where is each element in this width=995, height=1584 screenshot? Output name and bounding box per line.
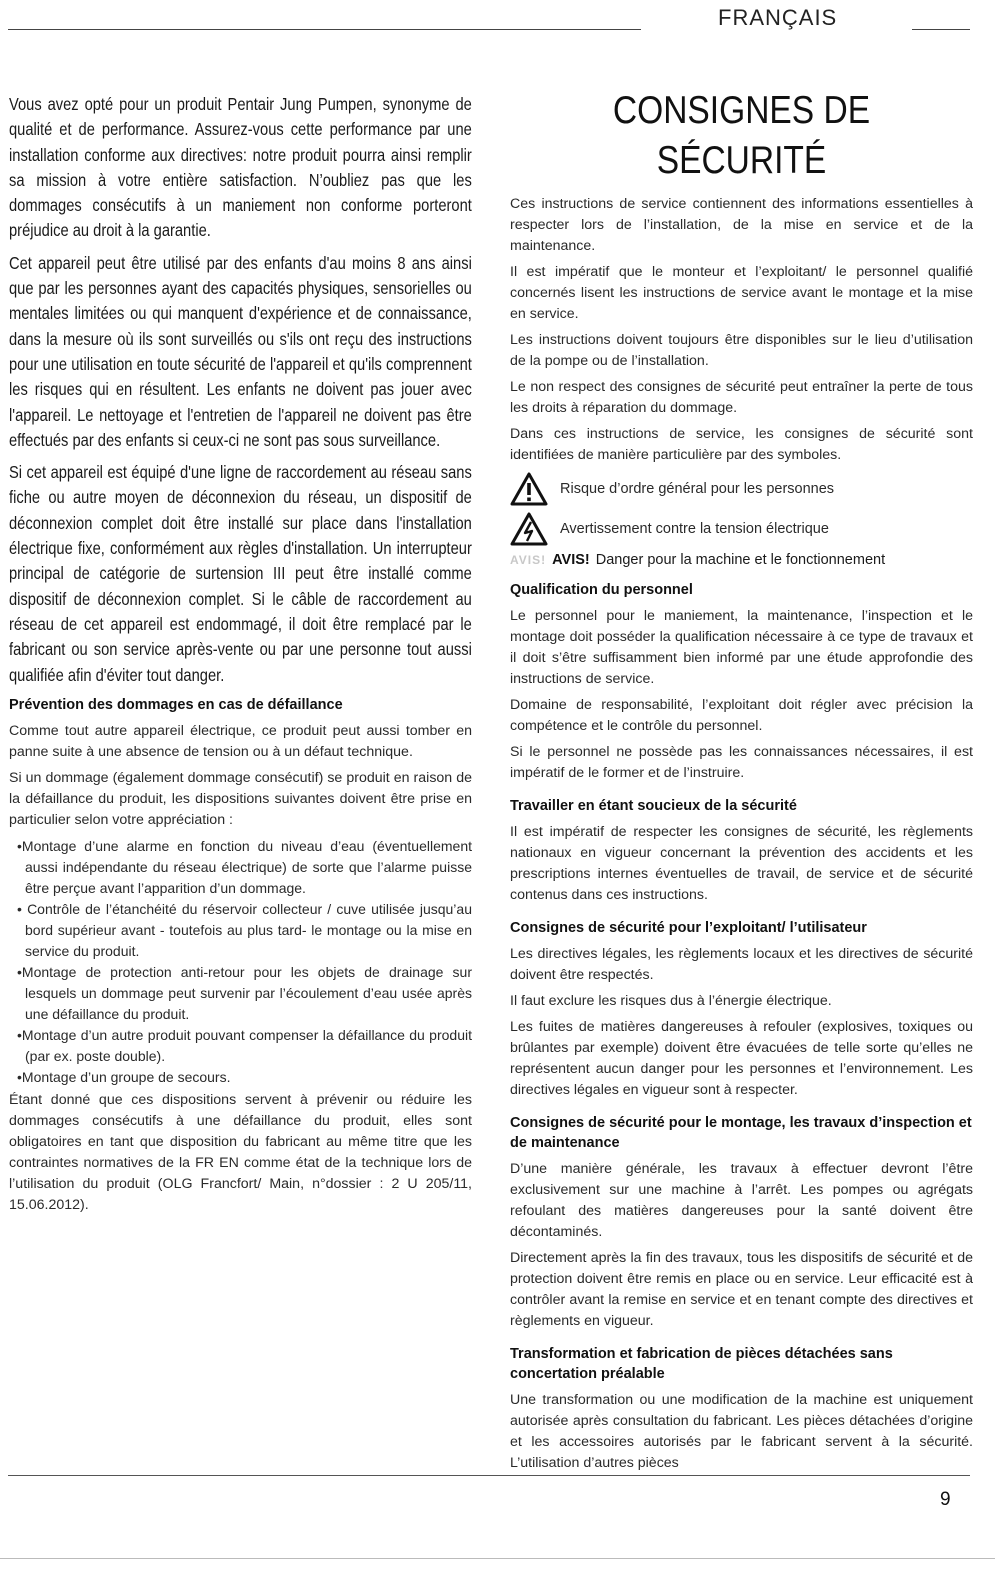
prevention-bullet: • Contrôle de l’étanchéité du réservoir collecteur / cuve utilisée jusqu’au bord supérieur avant - toutefois au plus tard- le montage ou la mise en service du produit. [17,900,472,959]
intro-paragraph: Vous avez opté pour un produit Pentair Jung Pumpen, synonyme de qualité et de performance. Assurez-vous cette performance par une installation conforme aux directives: notre produit pourra ainsi remplir sa mission à votre entière satisfaction. N’oubliez pas que les dommages consécutifs à un maniement non conforme porteront préjudice au droit à la garantie. [9,94,472,241]
header-rule-left [8,29,641,30]
prevention-bullet: •Montage de protection anti-retour pour les objets de drainage sur lesquels un dommage peut survenir par l’écoulement d’eau usée après une défaillance du produit. [17,963,472,1022]
symbol-general-text: Risque d’ordre général pour les personnes [560,481,835,497]
prevention-closing: Étant donné que ces dispositions servent à prévenir ou réduire les dommages consécutifs à une défaillance du produit, elles sont obligatoires en tant que disposition du fabricant au même titre que les contraintes normatives de la FR EN comme état de la technique lors de l’utilisation du produit (OLG Francfort/ Main, n°dossier : 2 U 205/11, 15.06.2012). [9,1091,472,1213]
prevention-heading: Prévention des dommages en cas de défaillance [9,696,343,713]
avis-text: Danger pour la machine et le fonctionnement [595,552,886,568]
prevention-bullet: •Montage d’un autre produit pouvant compenser la défaillance du produit (par ex. poste double). [17,1026,472,1064]
safety-intro-paragraph: Les instructions doivent toujours être disponibles sur le lieu d’utilisation de la pompe ou de l’installation. [510,332,973,369]
prevention-paragraph: Comme tout autre appareil électrique, ce produit peut aussi tomber en panne suite à une absence de tension ou à un défaut technique. [9,722,472,760]
electric-warning-icon [510,512,548,546]
disconnection-paragraph: Si cet appareil est équipé d'une ligne de raccordement au réseau sans fiche ou autre moyen de déconnexion du réseau, un dispositif de déconnexion complet doit être installé sur place dans l'installation électrique fixe, conformément aux règles d'installation. Un interrupteur principal de catégorie de surtension III peut être installé comme dispositif de déconnexion complet. Si le câble de raccordement au réseau de cet appareil est endommagé, il doit être remplacé par le fabricant ou son service après-vente ou par une personne tout aussi qualifiée afin d'éviter tout danger. [9,462,472,685]
section-paragraph: Le personnel pour le maniement, la maintenance, l’inspection et le montage doit posséder la qualification nécessaire à ce type de travaux et il doit s’être suffisamment bien informé par une étude approfondie des instructions de service. [510,608,973,687]
section-heading: Travailler en étant soucieux de la sécurité [510,798,797,814]
symbol-avis-row [510,552,973,568]
right-column [510,86,973,1479]
section-paragraph: Domaine de responsabilité, l’exploitant doit régler avec précision la compétence et le contrôle du personnel. [510,697,973,734]
safety-intro-paragraph: Il est impératif que le monteur et l’exploitant/ le personnel qualifié concernés lisent les instructions de service avant le montage et la mise en service. [510,264,973,322]
children-use-paragraph: Cet appareil peut être utilisé par des enfants d'au moins 8 ans ainsi que par les personnes ayant des capacités physiques, sensorielles ou mentales limitées ou qui manquent d'expérience et de connaissance, dans la mesure où ils sont surveillés ou s'ils ont reçu des instructions pour une utilisation en toute sécurité de l'appareil et qu'ils comprennent les risques qui en résultent. Les enfants ne doivent pas jouer avec l'appareil. Le nettoyage et l'entretien de l'appareil ne doivent pas être effectués par des enfants si ceux-ci ne sont pas sous surveillance. [9,252,472,450]
left-column [9,92,472,1221]
general-warning-icon [510,472,548,506]
section-paragraph: Les directives légales, les règlements locaux et les directives de sécurité doivent être respectés. [510,946,973,983]
page-bottom-rule [0,1558,995,1559]
section-paragraph: Directement après la fin des travaux, tous les dispositifs de sécurité et de protection doivent être remis en place ou en service. Leur efficacité est à contrôler avant la remise en service et en tenant compte des directives et règlements en vigueur. [510,1250,973,1329]
footer-rule [8,1475,970,1476]
section-paragraph: Il faut exclure les risques dus à l’énergie électrique. [510,993,832,1009]
section-paragraph: Il est impératif de respecter les consignes de sécurité, les règlements nationaux en vigueur concernant la prévention des accidents et les prescriptions internes éventuelles de travail, de service et de sécurité contenus dans ces instructions. [510,824,973,903]
symbol-general-row [510,472,973,506]
section-paragraph: D’une manière générale, les travaux à effectuer devront l’être exclusivement sur une machine à l’arrêt. Les pompes ou agrégats refoulant des matières dangereuses pour la santé doivent être décontaminés. [510,1161,973,1240]
safety-intro-paragraph: Dans ces instructions de service, les consignes de sécurité sont identifiées de manière particulière par des symboles. [510,426,973,463]
section-paragraph: Une transformation ou une modification de la machine est uniquement autorisée après consultation du fabricant. Les pièces détachées d’origine et les accessoires autorisés par le fabricant servent à la sécurité. L’utilisation d’autres pièces [510,1392,973,1471]
section-paragraph: Si le personnel ne possède pas les connaissances nécessaires, il est impératif de le former et de l’instruire. [510,744,973,781]
header-rule-right [912,29,970,30]
header-language: FRANÇAIS [718,5,838,30]
section-heading: Consignes de sécurité pour l’exploitant/ l’utilisateur [510,920,867,936]
safety-intro-paragraph: Le non respect des consignes de sécurité peut entraîner la perte de tous les droits à réparation du dommage. [510,379,973,416]
page-number: 9 [940,1489,951,1510]
section-heading: Transformation et fabrication de pièces détachées sans concertation préalable [510,1346,893,1382]
page-title: CONSIGNES DE SÉCURITÉ [612,89,871,182]
prevention-bullet: •Montage d’une alarme en fonction du niveau d’eau (éventuellement aussi indépendante du réseau électrique) de sorte que l’alarme puisse être perçue avant l’apparition d’un dommage. [17,837,472,896]
avis-label: AVIS! [552,552,590,568]
prevention-bullet: •Montage d’un groupe de secours. [17,1068,231,1085]
section-heading: Consignes de sécurité pour le montage, les travaux d’inspection et de maintenance [510,1115,972,1151]
safety-intro-paragraph: Ces instructions de service contiennent des informations essentielles à respecter lors de l’installation, de la mise en service et de la maintenance. [510,196,973,254]
section-heading: Qualification du personnel [510,582,693,598]
section-paragraph: Les fuites de matières dangereuses à refouler (explosives, toxiques ou brûlantes par exemple) doivent être évacuées de telle sorte qu’elles ne représentent aucun danger pour les personnes et l’environnement. Les directives légales en vigueur sont à respecter. [510,1019,973,1098]
prevention-paragraph: Si un dommage (également dommage consécutif) se produit en raison de la défaillance du produit, les dispositions suivantes doivent être prise en particulier selon votre appréciation : [9,769,472,828]
symbol-electric-row [510,512,973,546]
avis-ghost-label: AVIS! [510,553,547,567]
symbol-electric-text: Avertissement contre la tension électrique [560,521,829,537]
